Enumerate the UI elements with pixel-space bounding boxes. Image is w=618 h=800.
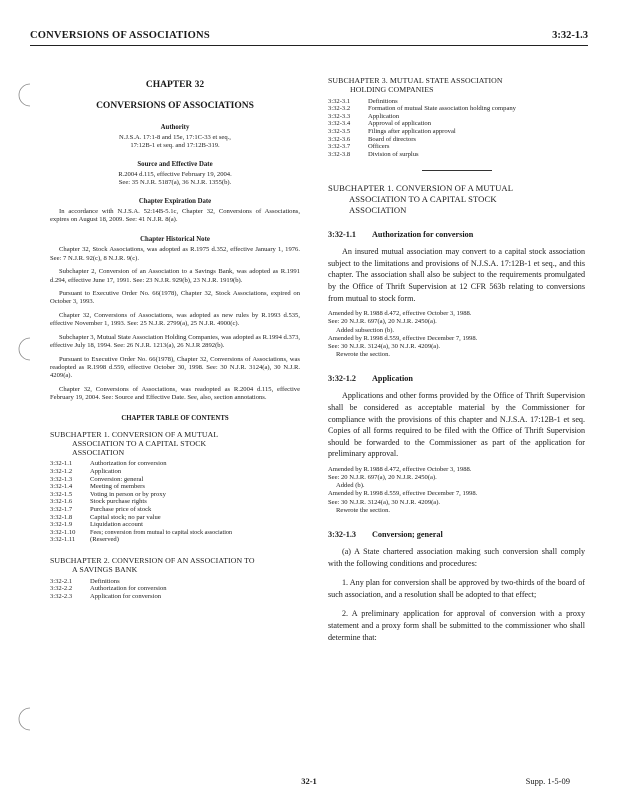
subchapter-line: ASSOCIATION: [349, 204, 407, 215]
source-line: See: 35 N.J.R. 5187(a), 36 N.J.R. 1355(b).: [118, 179, 232, 187]
toc-item-number: 3:32-1.5: [50, 490, 73, 498]
toc-item[interactable]: [50, 468, 300, 476]
section-number: 3:32-1.1: [328, 230, 356, 240]
expiration-text: In accordance with N.J.S.A. 52:14B-5.1c, Chapter 32, Conversions of Associations, expires on August 18, 2009. See: 41 N.J.R. 8(a).: [50, 207, 300, 224]
toc-subchapter-heading: [328, 76, 585, 95]
toc-item-number: 3:32-1.3: [50, 475, 73, 483]
toc-item[interactable]: [50, 476, 300, 484]
section-history: [328, 310, 585, 359]
toc-item-title: (Reserved): [90, 536, 119, 544]
toc-item-number: 3:32-2.2: [50, 585, 73, 593]
toc-item-title: Meeting of members: [90, 483, 145, 491]
toc-heading: CHAPTER TABLE OF CONTENTS: [121, 414, 229, 422]
toc-item[interactable]: [50, 529, 300, 537]
section-title: Application: [372, 374, 413, 384]
subchapter-line: ASSOCIATION TO A CAPITAL STOCK: [349, 193, 497, 204]
expiration-heading: Chapter Expiration Date: [138, 197, 212, 205]
toc-item-title: Definitions: [90, 577, 120, 585]
history-line: Added (b).: [336, 482, 365, 490]
page-number: 32-1: [301, 776, 317, 786]
toc-item-number: 3:32-3.8: [328, 150, 351, 158]
toc-item[interactable]: [328, 128, 585, 136]
left-column: [50, 76, 300, 600]
binder-hole-mark: [14, 706, 36, 732]
toc-item-number: 3:32-3.2: [328, 105, 351, 113]
section-body: Applications and other forms provided by the Office of Thrift Supervision shall be considered as acceptable material by the Commissioner for compliance with the provisions of this chapter and N.J.S.A. 17:12B-1 et seq. Copies of all forms required to be filed with the Office of Thrift Supervision should be forwarded to the Commissioner as part of the application for preliminary approval.: [328, 391, 585, 459]
section-history: [328, 466, 585, 515]
section-heading: [328, 374, 585, 383]
section-divider: [422, 170, 492, 171]
toc-item-title: Officers: [368, 143, 390, 151]
history-line: Amended by R.1998 d.559, effective December 7, 1998.: [328, 334, 478, 342]
history-line: Amended by R.1998 d.559, effective December 7, 1998.: [328, 490, 478, 498]
toc-item-title: Approval of application: [368, 120, 431, 128]
history-line: Amended by R.1988 d.472, effective October 3, 1988.: [328, 465, 472, 473]
section-paragraph: (a) A State chartered association making such conversion shall comply with the following conditions and procedures:: [328, 547, 585, 568]
toc-list: [328, 98, 585, 159]
toc-subchapter-line: SUBCHAPTER 2. CONVERSION OF AN ASSOCIATION TO: [50, 555, 255, 565]
supplement-date: Supp. 1-5-09: [525, 776, 570, 786]
toc-item-title: Authorization for conversion: [90, 460, 167, 468]
toc-subchapter-line: HOLDING COMPANIES: [350, 85, 434, 95]
history-line: See: 20 N.J.R. 697(a), 20 N.J.R. 2450(a).: [328, 474, 437, 482]
section-heading: [328, 530, 585, 539]
toc-item-number: 3:32-1.9: [50, 521, 73, 529]
history-line: Rewrote the section.: [336, 506, 391, 514]
running-header: [30, 30, 588, 46]
binder-hole-mark: [14, 82, 36, 108]
toc-list: [50, 578, 300, 601]
toc-item-title: Capital stock; no par value: [90, 513, 161, 521]
historical-paragraph: Chapter 32, Stock Associations, was adopted as R.1975 d.352, effective January 1, 1976. See: 7 N.J.R. 92(c), 8 N.J.R. 9(c).: [50, 246, 300, 262]
toc-item-title: Authorization for conversion: [90, 585, 167, 593]
authority-line: 17:12B-1 et seq. and 17:12B-319.: [130, 142, 220, 150]
authority-text: [50, 134, 300, 151]
history-line: See: 20 N.J.R. 697(a), 20 N.J.R. 2450(a).: [328, 318, 437, 326]
toc-item-title: Stock purchase rights: [90, 498, 147, 506]
toc-item-title: Board of directors: [368, 135, 416, 143]
toc-item-number: 3:32-1.4: [50, 483, 73, 491]
chapter-title: CONVERSIONS OF ASSOCIATIONS: [96, 101, 254, 111]
toc-item[interactable]: [50, 483, 300, 491]
binder-hole-mark: [14, 336, 36, 362]
historical-paragraph: Chapter 32, Conversions of Associations, was readopted as R.2004 d.115, effective February 19, 2004. See: Source and Effective Date. See, also, section annotations.: [50, 385, 300, 402]
history-line: Added subsection (b).: [336, 326, 395, 334]
toc-item-title: Formation of mutual State association holding company: [368, 105, 516, 113]
history-line: Rewrote the section.: [336, 351, 391, 359]
toc-item[interactable]: [50, 585, 300, 593]
toc-item-number: 3:32-2.1: [50, 577, 73, 585]
toc-item-title: Application: [368, 112, 400, 120]
authority-line: N.J.S.A. 17:1-8 and 15e, 17:1C-33 et seq.,: [119, 134, 231, 141]
toc-item[interactable]: [50, 460, 300, 468]
toc-list: [50, 460, 300, 544]
subchapter-heading: [328, 183, 585, 215]
toc-item[interactable]: [50, 498, 300, 506]
toc-item-number: 3:32-3.7: [328, 143, 351, 151]
historical-note: [50, 246, 300, 402]
source-line: R.2004 d.115, effective February 19, 2004.: [118, 170, 232, 178]
toc-item-title: Application: [90, 468, 122, 476]
toc-subchapter-line: ASSOCIATION: [72, 448, 125, 458]
toc-item-title: Division of surplus: [368, 150, 419, 158]
subchapter-line: SUBCHAPTER 1. CONVERSION OF A MUTUAL: [328, 183, 514, 194]
toc-item[interactable]: [328, 120, 585, 128]
toc-item-number: 3:32-1.7: [50, 505, 73, 513]
toc-item-number: 3:32-3.5: [328, 127, 351, 135]
toc-item-number: 3:32-3.3: [328, 112, 351, 120]
chapter-number: CHAPTER 32: [145, 80, 205, 90]
toc-item[interactable]: [50, 536, 300, 544]
toc-item-title: Fees; conversion from mutual to capital stock association: [90, 528, 233, 536]
toc-item-number: 3:32-1.10: [50, 528, 76, 536]
history-line: See: 30 N.J.R. 3124(a), 30 N.J.R. 4209(a).: [328, 342, 441, 350]
section-body: An insured mutual association may convert to a capital stock association subject to the limitations and provisions of N.J.S.A. 17:12B-1 et seq., and this chapter. The association shall also be subject to the requirements promulgated by the Office of Thrift Supervision at 12 CFR 563b relating to conversions from mutual to stock form.: [328, 247, 585, 303]
toc-item[interactable]: [328, 151, 585, 159]
toc-item-number: 3:32-1.1: [50, 460, 73, 468]
toc-item[interactable]: [328, 143, 585, 151]
historical-paragraph: Subchapter 3, Mutual State Association Holding Companies, was adopted as R.1994 d.373, effective July 18, 1994. See: 26 N.J.R. 1213(a), 26 N.J.R 2892(b).: [50, 333, 301, 350]
toc-item-title: Conversion: general: [90, 475, 144, 483]
toc-item[interactable]: [50, 506, 300, 514]
toc-item[interactable]: [50, 514, 300, 522]
toc-item-title: Application for conversion: [90, 592, 162, 600]
toc-item-title: Definitions: [368, 97, 398, 105]
section-title: Authorization for conversion: [372, 230, 474, 240]
toc-item[interactable]: [50, 491, 300, 499]
header-rule: [30, 45, 588, 46]
historical-paragraph: Chapter 32, Conversions of Associations, was adopted as new rules by R.1993 d.535, effective November 1, 1993. See: 25 N.J.R. 2799(a), 25 N.J.R. 4900(c).: [50, 311, 300, 328]
section-title: Conversion; general: [372, 530, 443, 540]
toc-item[interactable]: [50, 578, 300, 586]
toc-item-title: Purchase price of stock: [90, 505, 152, 513]
section-heading: [328, 230, 585, 239]
toc-item-number: 3:32-1.11: [50, 536, 76, 544]
toc-subchapter-heading: [50, 556, 300, 575]
toc-item-number: 3:32-1.6: [50, 498, 73, 506]
historical-paragraph: Pursuant to Executive Order No. 66(1978), Chapter 32, Stock Associations, expired on October 3, 1993.: [50, 290, 300, 306]
toc-item-number: 3:32-3.4: [328, 120, 351, 128]
history-line: See: 30 N.J.R. 3124(a), 30 N.J.R. 4209(a).: [328, 498, 441, 506]
toc-item[interactable]: [328, 113, 585, 121]
toc-item-title: Filings after application approval: [368, 127, 456, 135]
header-section-number: 3:32-1.3: [552, 30, 588, 41]
toc-item-number: 3:32-1.8: [50, 513, 73, 521]
history-line: Amended by R.1988 d.472, effective October 3, 1988.: [328, 310, 472, 318]
toc-subchapter-line: ASSOCIATION TO A CAPITAL STOCK: [72, 438, 207, 448]
toc-item[interactable]: [328, 98, 585, 106]
right-column: [328, 76, 585, 643]
toc-subchapter-line: SUBCHAPTER 1. CONVERSION OF A MUTUAL: [50, 429, 219, 439]
toc-item[interactable]: [50, 521, 300, 529]
section-paragraph: 2. A preliminary application for approval of conversion with a proxy statement and a proxy form shall be submitted to the commissioner who shall determine that:: [328, 609, 585, 642]
authority-heading: Authority: [160, 124, 190, 131]
toc-item-number: 3:32-2.3: [50, 592, 73, 600]
toc-item-title: Liquidation account: [90, 521, 143, 529]
toc-item[interactable]: [328, 136, 585, 144]
toc-item-title: Voting in person or by proxy: [90, 490, 166, 498]
toc-item-number: 3:32-3.1: [328, 97, 351, 105]
toc-subchapter-line: SUBCHAPTER 3. MUTUAL STATE ASSOCIATION: [328, 76, 503, 85]
historical-paragraph: Pursuant to Executive Order No. 66(1978), Chapter 32, Conversions of Associations, was readopted as R.1998 d.559, effective October 30, 1998. See: 30 N.J.R. 3124(a), 30 N.J.R. 4209(a).: [50, 355, 300, 380]
historical-paragraph: Subchapter 2, Conversion of an Association to a Savings Bank, was adopted as R.1991 d.294, effective June 17, 1991. See: 23 N.J.R. 929(b), 23 N.J.R. 1919(b).: [50, 268, 300, 284]
source-text: [50, 171, 300, 188]
section-number: 3:32-1.3: [328, 530, 356, 540]
toc-item[interactable]: [50, 593, 300, 601]
toc-item-number: 3:32-3.6: [328, 135, 351, 143]
toc-subchapter-line: A SAVINGS BANK: [72, 565, 138, 575]
section-paragraph: 1. Any plan for conversion shall be approved by two-thirds of the board of such association, and a resolution shall be adopted to that effect;: [328, 578, 585, 599]
source-heading: Source and Effective Date: [137, 160, 213, 168]
historical-heading: Chapter Historical Note: [140, 236, 210, 244]
toc-item[interactable]: [328, 105, 585, 113]
section-number: 3:32-1.2: [328, 374, 356, 384]
header-title: CONVERSIONS OF ASSOCIATIONS: [30, 30, 210, 41]
toc-item-number: 3:32-1.2: [50, 468, 73, 476]
toc-subchapter-heading: [50, 430, 300, 458]
page-footer: [30, 776, 588, 788]
